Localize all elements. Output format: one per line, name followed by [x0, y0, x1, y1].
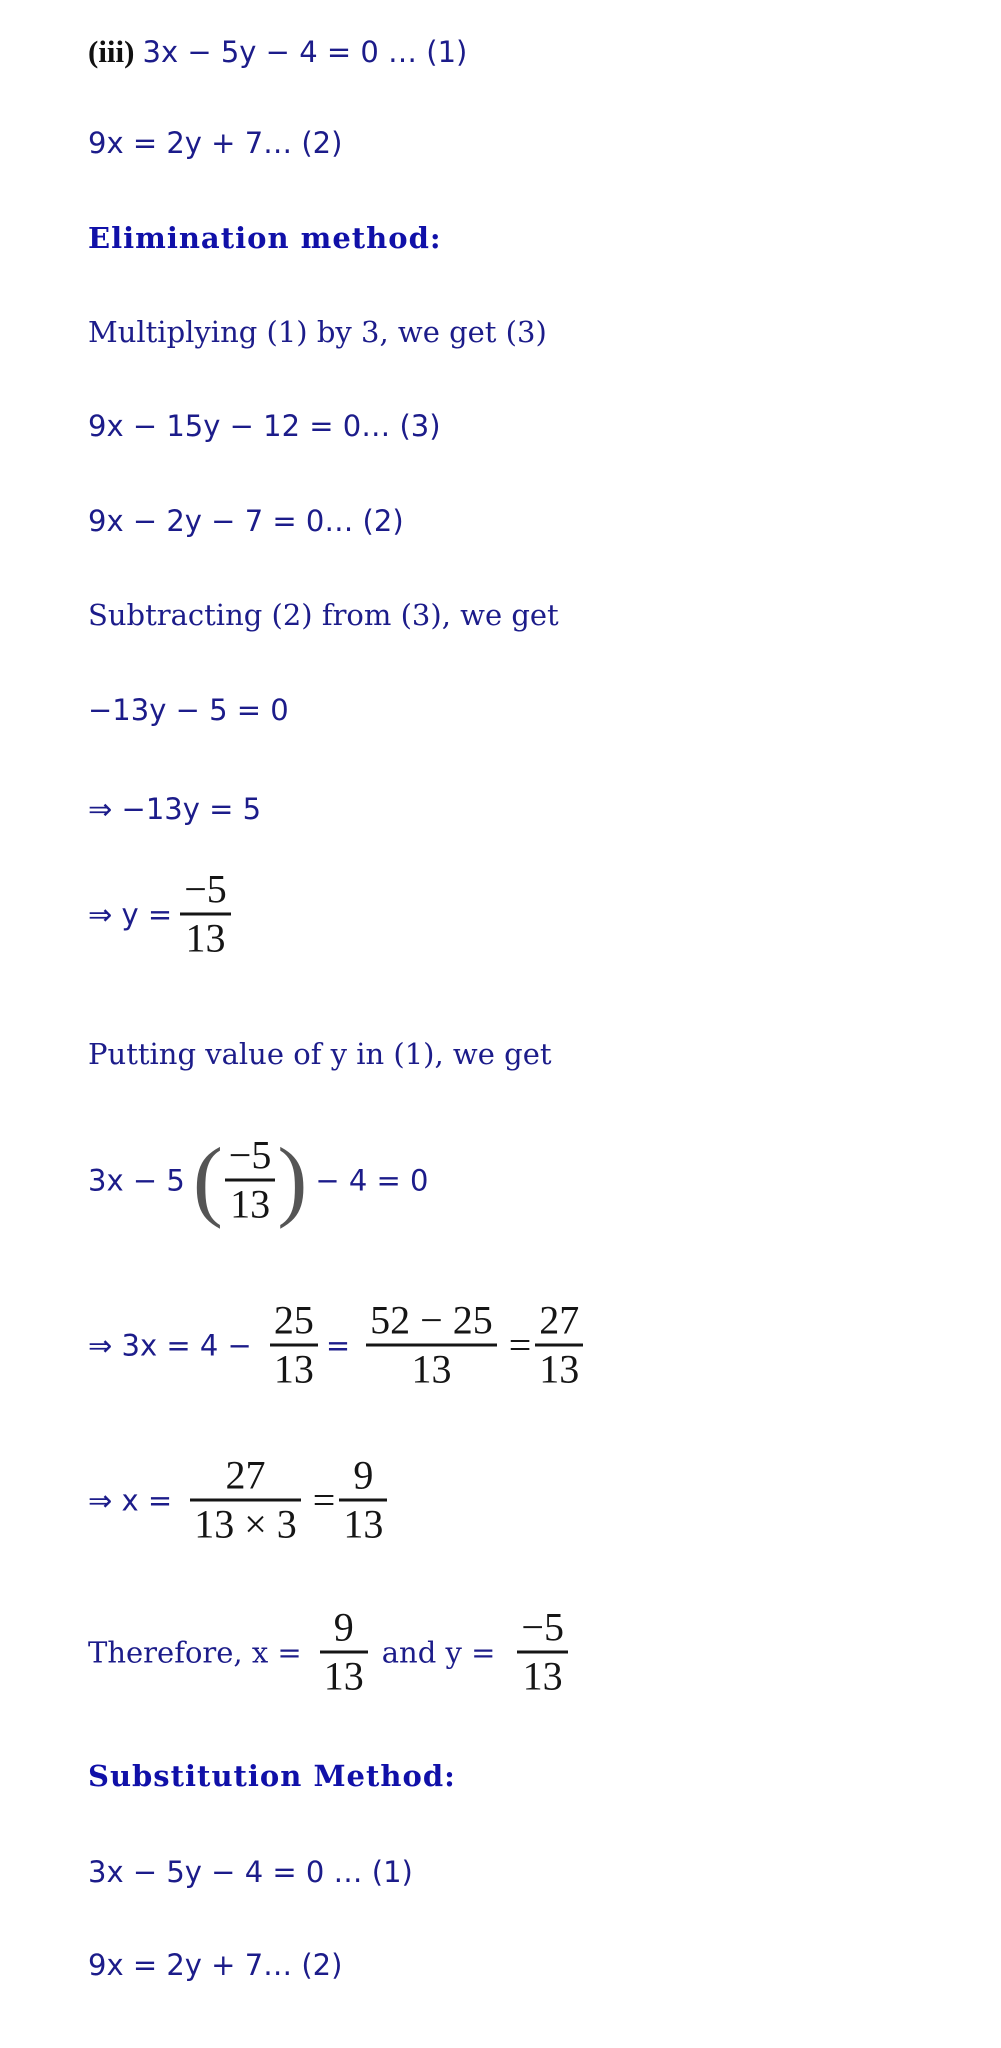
- numerator: 25: [273, 1297, 314, 1343]
- substitution-heading: Substitution Method:: [88, 1759, 456, 1793]
- equation-1: 3x − 5y − 4 = 0 … (1): [88, 1855, 413, 1889]
- denominator: 13: [411, 1346, 452, 1392]
- numerator: 9: [353, 1452, 374, 1498]
- equation-1: 3x − 5y − 4 = 0 … (1): [142, 35, 468, 69]
- equation-line: −13y − 5 = 0: [88, 693, 289, 727]
- fraction: [190, 1452, 301, 1547]
- step-text: Subtracting (2) from (3), we get: [88, 598, 559, 632]
- prefix: ⇒ y =: [88, 897, 173, 931]
- equals: =: [508, 1322, 532, 1368]
- fraction: [339, 1452, 387, 1547]
- equation-2: 9x = 2y + 7… (2): [88, 126, 343, 160]
- numerator: 9: [333, 1604, 354, 1650]
- equation-2-rewritten: 9x − 2y − 7 = 0… (2): [88, 504, 404, 538]
- denominator: 13: [230, 1181, 271, 1227]
- numerator: 52 − 25: [370, 1297, 493, 1343]
- fraction: [270, 1297, 318, 1392]
- denominator: 13: [185, 915, 226, 961]
- numerator: 27: [539, 1297, 580, 1343]
- denominator: 13: [323, 1653, 364, 1699]
- y-fraction: [517, 1604, 568, 1699]
- x-solution-line: [88, 1452, 395, 1547]
- suffix: − 4 = 0: [315, 1163, 429, 1197]
- equation-1-line: [88, 34, 467, 70]
- step-text: Multiplying (1) by 3, we get (3): [88, 315, 547, 349]
- equals: =: [312, 1477, 336, 1523]
- numerator: −5: [228, 1132, 272, 1178]
- step-text: Putting value of y in (1), we get: [88, 1037, 552, 1071]
- x-fraction: [320, 1604, 368, 1699]
- substitution-line: 3x − 5 ( $\frac{-5}{13}$ ) − 4 = 0: [88, 1130, 429, 1229]
- y-solution-line: [88, 866, 239, 961]
- prefix: ⇒ 3x = 4 −: [88, 1328, 252, 1362]
- prefix: Therefore, x =: [88, 1635, 302, 1669]
- x-step-line: [88, 1297, 591, 1392]
- numerator: −5: [184, 866, 227, 912]
- equation-line: ⇒ −13y = 5: [88, 792, 262, 826]
- part-label: (iii): [88, 34, 135, 69]
- elimination-heading: Elimination method:: [88, 221, 442, 255]
- numerator: −5: [521, 1604, 564, 1650]
- equals: =: [325, 1328, 351, 1362]
- denominator: 13: [522, 1653, 563, 1699]
- fraction: [180, 866, 231, 961]
- denominator: 13: [343, 1501, 384, 1547]
- denominator: 13: [273, 1346, 314, 1392]
- final-answer-line: [88, 1604, 576, 1699]
- denominator: 13 × 3: [194, 1501, 297, 1547]
- fraction: [225, 1132, 276, 1227]
- denominator: 13: [539, 1346, 580, 1392]
- equation-3: 9x − 15y − 12 = 0… (3): [88, 409, 441, 443]
- prefix: 3x − 5: [88, 1163, 185, 1197]
- fraction: [366, 1297, 497, 1392]
- prefix: ⇒ x =: [88, 1483, 173, 1517]
- and-y: and y =: [381, 1635, 496, 1669]
- numerator: 27: [225, 1452, 266, 1498]
- equation-2: 9x = 2y + 7… (2): [88, 1948, 343, 1982]
- fraction: [535, 1297, 583, 1392]
